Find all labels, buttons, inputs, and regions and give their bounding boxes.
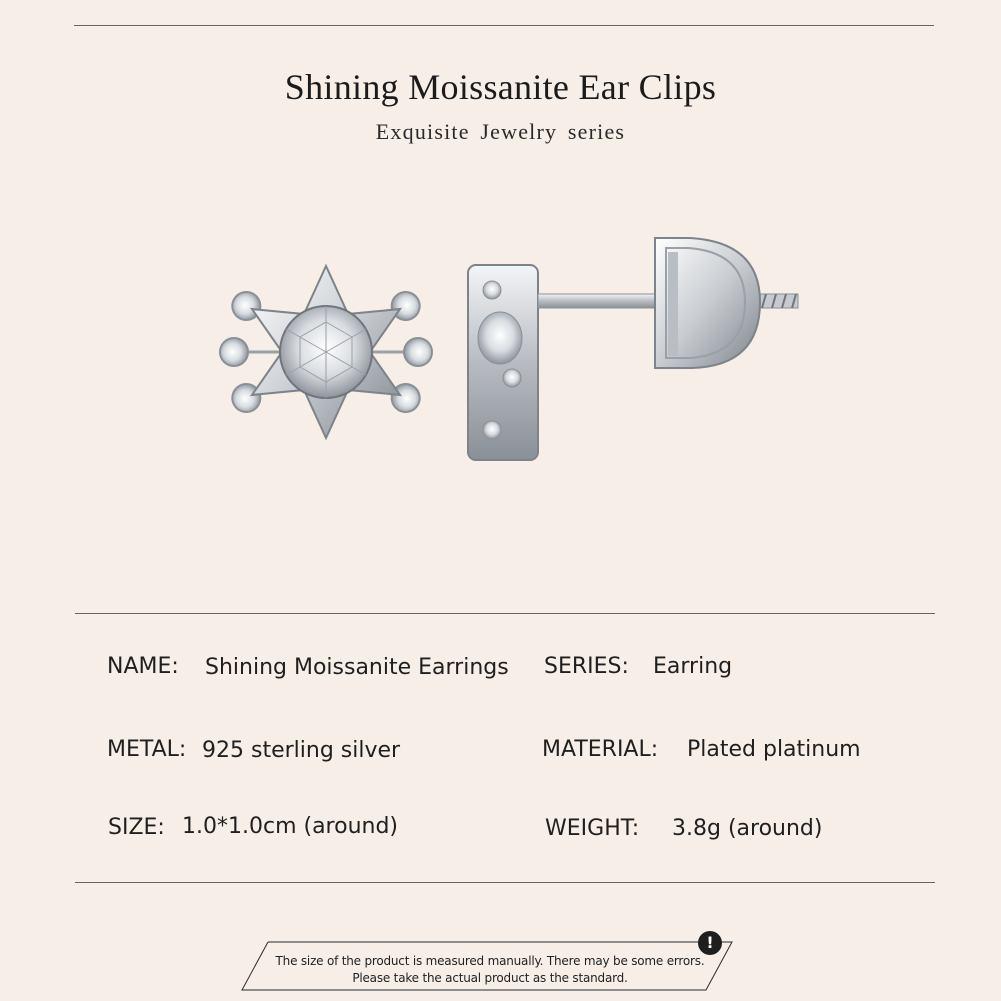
earring-product-icon (200, 230, 820, 480)
spec-series-label: SERIES: (544, 654, 629, 679)
spec-series-value: Earring (653, 654, 733, 679)
spec-weight-value: 3.8g (around) (672, 816, 823, 841)
bottom-divider (75, 882, 935, 883)
spec-weight-label: WEIGHT: (545, 816, 640, 841)
middle-divider (75, 613, 935, 614)
earring-front-view (220, 266, 432, 438)
top-divider (74, 25, 934, 26)
notice-line-2: Please take the actual product as the standard. (352, 971, 628, 985)
spec-metal-value: 925 sterling silver (202, 738, 401, 763)
warning-icon: ! (698, 931, 722, 955)
spec-name-label: NAME: (107, 654, 179, 679)
earring-side-view (468, 238, 798, 460)
notice-line-1: The size of the product is measured manually. There may be some errors. (275, 954, 705, 968)
spec-size-label: SIZE: (108, 815, 165, 840)
page-subtitle: Exquisite Jewelry series (375, 119, 626, 144)
spec-name-value: Shining Moissanite Earrings (205, 655, 509, 680)
spec-material-value: Plated platinum (687, 737, 861, 762)
spec-metal-label: METAL: (107, 737, 187, 762)
page-title: Shining Moissanite Ear Clips (284, 67, 717, 107)
spec-material-label: MATERIAL: (542, 737, 659, 762)
spec-size-value: 1.0*1.0cm (around) (182, 814, 399, 839)
